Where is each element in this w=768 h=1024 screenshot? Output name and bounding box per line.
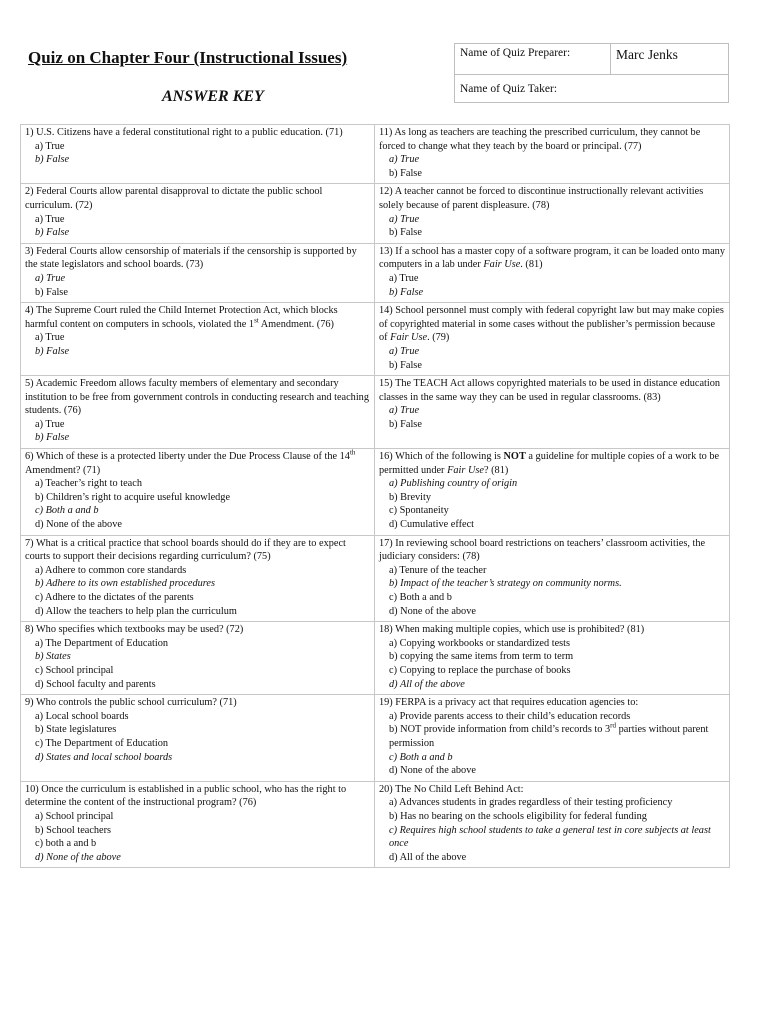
question-text-segment: 14) School personnel must comply with federal copyright law but may make copies of copyrighted material in some cases without the publisher’s permission because of [379, 305, 724, 344]
superscript-text: st [254, 316, 259, 325]
question-grid [20, 124, 730, 868]
answer-option: b) copying the same items from term to term [389, 651, 574, 663]
question-text-segment: 3) Federal Courts allow censorship of materials if the censorship is supported by the state legislators and school boards. (73) [25, 245, 357, 271]
question-text-segment: 11) As long as teachers are teaching the prescribed curriculum, they cannot be forced to change what they teach by the board or principal. (77) [379, 127, 701, 152]
correct-answer-option: d) None of the above [35, 851, 121, 863]
question-row [21, 449, 730, 536]
italic-text: Fair Use [390, 332, 428, 344]
answer-option: a) School principal [35, 810, 114, 822]
question-text-segment: 5) Academic Freedom allows faculty members of elementary and secondary institution to be free from government controls in conducting research and teaching students. (76) [25, 378, 369, 417]
answer-option: a) Provide parents access to their child’s education records [389, 710, 631, 722]
question-text-segment: 4) The Supreme Court ruled the Child Internet Protection Act, which blocks harmful content on computers in schools, violated the 1 [25, 305, 338, 330]
question-text-segment: 20) The No Child Left Behind Act: [379, 783, 524, 795]
answer-option: b) Has no bearing on the schools eligibility for federal funding [389, 810, 647, 822]
answer-option: b) Brevity [389, 491, 432, 503]
answer-option: d) Allow the teachers to help plan the curriculum [35, 605, 237, 617]
question-row [21, 376, 730, 449]
answer-option: a) True [35, 332, 65, 344]
correct-answer-option: c) Both a and b [389, 751, 453, 763]
answer-key-heading: ANSWER KEY [162, 88, 264, 105]
answer-option: b) False [389, 167, 422, 179]
quiz-title: Quiz on Chapter Four (Instructional Issues) [28, 48, 348, 67]
answer-option: b) False [389, 418, 422, 430]
question-cell [375, 449, 730, 536]
answer-option: b) False [389, 359, 422, 371]
question-text [379, 537, 726, 564]
question-cell [375, 535, 730, 622]
superscript-text: rd [610, 721, 616, 730]
question-text [25, 377, 371, 418]
taker-label: Name of Quiz Taker: [455, 75, 611, 103]
question-cell [375, 376, 730, 449]
question-text-segment: 8) Who specifies which textbooks may be used? (72) [25, 624, 244, 636]
question-text [379, 696, 726, 710]
answer-option: a) Local school boards [35, 710, 129, 722]
correct-answer-option: b) Adhere to its own established procedures [35, 578, 215, 590]
italic-text: Fair Use [447, 464, 484, 476]
question-text-segment: . (79) [427, 332, 450, 344]
question-text-segment: 18) When making multiple copies, which use is prohibited? (81) [379, 624, 645, 636]
answer-option [379, 723, 726, 750]
question-text-segment: 13) If a school has a master copy of a software program, it can be loaded onto many computers in a lab under [379, 245, 725, 271]
answer-option: a) True [35, 418, 65, 430]
question-text [25, 245, 371, 272]
answer-option: a) Teacher’s right to teach [35, 478, 142, 490]
question-text [25, 185, 371, 212]
correct-answer-option: d) All of the above [389, 678, 465, 690]
answer-option: d) None of the above [389, 605, 476, 617]
question-text [25, 623, 371, 637]
question-cell [375, 622, 730, 695]
question-text-segment: 10) Once the curriculum is established in a public school, who has the right to determine the content of the instructional program? (76) [25, 783, 347, 809]
question-text-segment: 12) A teacher cannot be forced to discontinue instructionally relevant activities solely because of parent displeasure. (78) [379, 186, 704, 211]
question-text-segment: ? (81) [483, 464, 509, 476]
correct-answer-option: a) True [389, 213, 420, 225]
answer-option: a) Copying workbooks or standardized tests [389, 637, 571, 649]
question-text-segment: 19) FERPA is a privacy act that requires education agencies to: [379, 697, 639, 709]
answer-option: b) State legislatures [35, 724, 117, 736]
question-cell [21, 184, 375, 243]
answer-option: d) None of the above [35, 519, 122, 531]
answer-option: b) False [389, 227, 422, 239]
correct-answer-option: c) Requires high school students to take a general test in core subjects at least once [389, 824, 711, 850]
question-text-segment: parties without parent permission [389, 724, 709, 749]
correct-answer-option: b) False [35, 432, 70, 444]
question-text-segment: 9) Who controls the public school curriculum? (71) [25, 697, 237, 709]
answer-option: a) Adhere to common core standards [35, 564, 187, 576]
answer-option: c) Both a and b [389, 592, 452, 603]
correct-answer-option: a) Publishing country of origin [389, 478, 518, 490]
question-cell [21, 695, 375, 782]
question-text [379, 377, 726, 404]
answer-option: c) both a and b [35, 838, 97, 850]
question-cell [21, 303, 375, 376]
question-cell [21, 376, 375, 449]
question-text [379, 450, 726, 477]
question-text-segment: 1) U.S. Citizens have a federal constitutional right to a public education. (71) [25, 127, 343, 138]
question-row [21, 184, 730, 243]
answer-option: d) Cumulative effect [389, 519, 475, 531]
answer-option: b) School teachers [35, 824, 112, 836]
question-text-segment: 15) The TEACH Act allows copyrighted materials to be used in distance education classes in the same way they can be used in regular classrooms. (83) [379, 378, 721, 403]
question-text [379, 304, 726, 345]
correct-answer-option: c) Both a and b [35, 505, 99, 517]
preparer-name: Marc Jenks [611, 44, 729, 75]
question-text [25, 783, 371, 810]
answer-option: a) The Department of Education [35, 637, 169, 649]
question-text-segment: Amendment. (76) [258, 318, 334, 330]
answer-option: a) True [35, 213, 65, 225]
correct-answer-option: a) True [389, 154, 420, 166]
question-row [21, 781, 730, 868]
question-cell [375, 184, 730, 243]
question-text-segment: b) NOT provide information from child’s records to 3 [389, 724, 611, 736]
question-row [21, 622, 730, 695]
answer-option: d) None of the above [389, 765, 476, 777]
answer-option: d) School faculty and parents [35, 678, 156, 690]
correct-answer-option: b) False [35, 227, 70, 239]
question-cell [375, 125, 730, 184]
question-row [21, 243, 730, 302]
question-cell [21, 535, 375, 622]
question-text [25, 126, 371, 140]
italic-text: Fair Use [483, 259, 521, 271]
question-cell [21, 781, 375, 868]
question-text-segment: a guideline for multiple copies of a work to be permitted under [379, 451, 720, 476]
answer-option: a) True [389, 272, 419, 284]
question-row [21, 535, 730, 622]
bold-text: NOT [503, 451, 526, 463]
name-info-table [454, 43, 729, 103]
question-row [21, 125, 730, 184]
question-text-segment: 6) Which of these is a protected liberty under the Due Process Clause of the 14 [25, 451, 350, 463]
question-cell [21, 622, 375, 695]
question-cell [21, 125, 375, 184]
question-text-segment: 16) Which of the following is [379, 451, 504, 463]
question-text [25, 537, 371, 564]
answer-option: a) Advances students in grades regardless of their testing proficiency [389, 797, 673, 809]
answer-option: c) The Department of Education [35, 737, 169, 749]
question-text-segment: 7) What is a critical practice that school boards should do if they are to expect courts to support their decisions regarding curriculum? (75) [25, 537, 346, 563]
question-text [25, 696, 371, 710]
question-text [379, 245, 726, 272]
question-text-segment: 2) Federal Courts allow parental disapproval to dictate the public school curriculum. (72) [25, 186, 323, 211]
answer-option: b) Children’s right to acquire useful knowledge [35, 491, 231, 503]
correct-answer-option: b) Impact of the teacher’s strategy on community norms. [389, 578, 622, 590]
answer-option: a) True [35, 140, 65, 152]
question-cell [375, 243, 730, 302]
taker-name-field[interactable] [611, 75, 729, 103]
correct-answer-option: b) False [35, 154, 70, 166]
question-cell [375, 695, 730, 782]
question-cell [21, 449, 375, 536]
question-text [379, 783, 726, 797]
answer-option: a) Tenure of the teacher [389, 564, 487, 576]
superscript-text: th [349, 448, 356, 457]
question-text [25, 304, 371, 331]
correct-answer-option: a) True [389, 405, 420, 417]
answer-option: b) False [35, 286, 68, 298]
correct-answer-option: b) False [389, 286, 424, 298]
answer-option: d) All of the above [389, 851, 467, 863]
question-cell [375, 781, 730, 868]
question-row [21, 695, 730, 782]
answer-option: c) School principal [35, 664, 114, 676]
correct-answer-option: d) States and local school boards [35, 751, 173, 763]
question-text-segment: . (81) [520, 259, 543, 271]
question-text [379, 126, 726, 153]
correct-answer-option: b) False [35, 345, 70, 357]
correct-answer-option: a) True [35, 272, 66, 284]
correct-answer-option: b) States [35, 651, 71, 663]
preparer-label: Name of Quiz Preparer: [455, 44, 611, 75]
question-text [379, 185, 726, 212]
question-text-segment: 17) In reviewing school board restrictions on teachers’ classroom activities, the judiciary considers: (78) [379, 537, 706, 563]
question-cell [375, 303, 730, 376]
answer-option: c) Adhere to the dictates of the parents [35, 592, 194, 603]
answer-option: c) Spontaneity [389, 505, 449, 517]
correct-answer-option: a) True [389, 345, 420, 357]
answer-option: c) Copying to replace the purchase of books [389, 664, 571, 676]
question-text [379, 623, 726, 637]
question-row [21, 303, 730, 376]
question-text [25, 450, 371, 477]
question-text-segment: Amendment? (71) [25, 464, 101, 476]
question-cell [21, 243, 375, 302]
